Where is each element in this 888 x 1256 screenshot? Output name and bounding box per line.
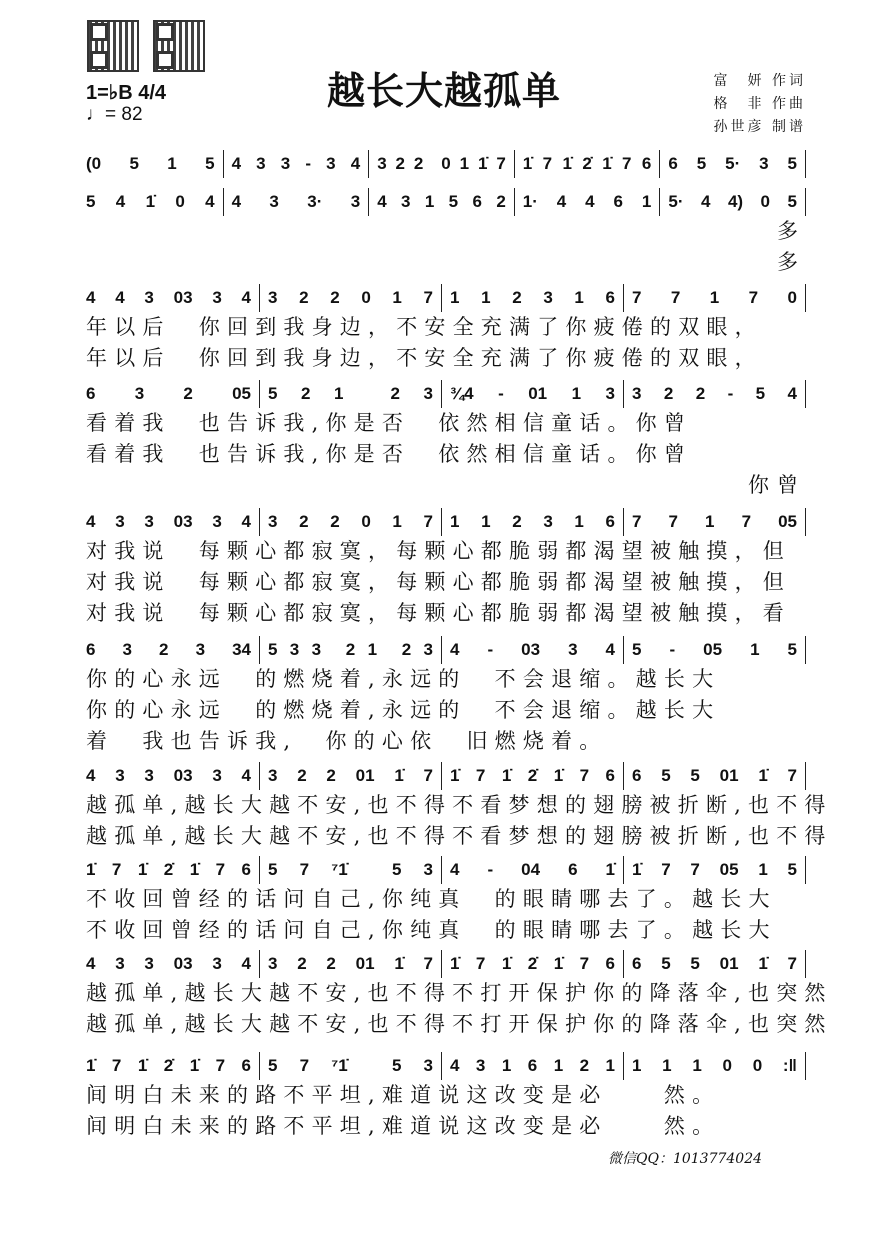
key-signature: 1=♭B 4/4 [86, 82, 167, 104]
measure: 4 3 3· 3 [224, 188, 370, 216]
measure: 4 3 3 - 3 4 [224, 150, 370, 178]
measure: 3 2 2 0 1 1̇ 7 [369, 150, 515, 178]
measure: 4 - 03 3 4 [442, 636, 624, 664]
measure: 4 3 3 03 3 4 [86, 950, 260, 978]
notation-row [86, 508, 806, 536]
song-title: 越长大越孤单 [326, 68, 561, 113]
notation-row [86, 380, 806, 408]
measure: 5 - 05 1 5 [624, 636, 806, 664]
lyric-line: 看着我 也告诉我,你是否 依然相信童话。你曾 [86, 442, 693, 466]
measure: 1̇ 7 7 05 1 5 [624, 856, 806, 884]
music-system [86, 508, 806, 629]
measure: 6 3 2 05 [86, 380, 260, 408]
music-system [86, 188, 806, 278]
tempo-marking: ♩= 82 [86, 104, 143, 125]
notation-row [86, 150, 806, 178]
measure: 7 7 1 7 05 [624, 508, 806, 536]
lyric-line: 对我说 每颗心都寂寞，每颗心都脆弱都渴望被触摸，但 [86, 539, 791, 563]
lyric-line: 不收回曾经的话问自己,你纯真 的眼睛哪去了。越长大 [86, 887, 777, 911]
lyric-line: 越孤单,越长大越不安,也不得不打开保护你的降落伞,也突然 [86, 981, 833, 1005]
lyric-line: 间明白未来的路不平坦,难道说这改变是必 然。 [86, 1083, 721, 1107]
measure: 5 3 3 2 1 2 3 [260, 636, 442, 664]
lyric-line: 对我说 每颗心都寂寞，每颗心都脆弱都渴望被触摸，看 [86, 601, 791, 625]
measure: 1 1 2 3 1 6 [442, 284, 624, 312]
measure: 4 - 04 6 1̇ [442, 856, 624, 884]
notation-row [86, 950, 806, 978]
measure: 5 7 ⁷1̇ 5 3 [260, 856, 442, 884]
measure: 3 2 2 01 1̇ 7 [260, 950, 442, 978]
measure: 1̇ 7 1̇ 2̇ 1̇ 7 6 [442, 762, 624, 790]
notation-row [86, 636, 806, 664]
lyric-line: 不收回曾经的话问自己,你纯真 的眼睛哪去了。越长大 [86, 918, 777, 942]
measure: 1̇ 7 1̇ 2̇ 1̇ 7 6 [515, 150, 661, 178]
measure: 1̇ 7 1̇ 2̇ 1̇ 7 6 [442, 950, 624, 978]
measure: 1 1 2 3 1 6 [442, 508, 624, 536]
measure: 5 4 1̇ 0 4 [86, 188, 224, 216]
measure: 3 2 2 0 1 7 [260, 284, 442, 312]
music-system [86, 1052, 806, 1142]
music-system [86, 762, 833, 852]
measure: 4 3 3 03 3 4 [86, 762, 260, 790]
lyric-line: 越孤单,越长大越不安,也不得不看梦想的翅膀被折断,也不得 [86, 824, 833, 848]
lyric-line: 越孤单,越长大越不安,也不得不看梦想的翅膀被折断,也不得 [86, 793, 833, 817]
measure: 6 3 2 3 34 [86, 636, 260, 664]
measure: 6 5 5 01 1̇ 7 [624, 762, 806, 790]
notation-row [86, 856, 806, 884]
lyric-line: 多 [777, 250, 806, 274]
lyric-line: 着 我也告诉我, 你的心依 旧燃烧着。 [86, 729, 608, 753]
notation-row [86, 188, 806, 216]
measure: ¾4 - 01 1 3 [442, 380, 624, 408]
measure: 3 2 2 - 5 4 [624, 380, 806, 408]
notation-row [86, 762, 806, 790]
music-system [86, 284, 806, 374]
lyric-line: 年以后 你回到我身边，不安全充满了你疲倦的双眼， [86, 346, 763, 370]
lyric-line: 多 [777, 219, 806, 243]
lyric-line: 看着我 也告诉我,你是否 依然相信童话。你曾 [86, 411, 693, 435]
lyric-line: 你的心永远 的燃烧着,永远的 不会退缩。越长大 [86, 698, 721, 722]
measure: 1̇ 7 1̇ 2̇ 1̇ 7 6 [86, 1052, 260, 1080]
credits [714, 70, 806, 139]
measure: 1 1 1 0 0 :‖ [624, 1052, 806, 1080]
measure: 4 4 3 03 3 4 [86, 284, 260, 312]
measure: 7 7 1 7 0 [624, 284, 806, 312]
music-system [86, 950, 833, 1040]
measure: 6 5 5 01 1̇ 7 [624, 950, 806, 978]
lyric-line: 间明白未来的路不平坦,难道说这改变是必 然。 [86, 1114, 721, 1138]
arranger-credit: 孙世彦 制谱 [713, 119, 806, 135]
music-system [86, 380, 806, 501]
measure: (0 5 1 5 [86, 150, 224, 178]
measure: 6 5 5· 3 5 [660, 150, 806, 178]
measure: 4 3 1 6 1 2 1 [442, 1052, 624, 1080]
measure: 5 2 1 2 3 [260, 380, 442, 408]
lyric-line: 你曾 [748, 473, 806, 497]
measure: 5· 4 4) 0 5 [660, 188, 806, 216]
measure: 4 3 3 03 3 4 [86, 508, 260, 536]
measure: 1̇ 7 1̇ 2̇ 1̇ 7 6 [86, 856, 260, 884]
measure: 1· 4 4 6 1 [515, 188, 661, 216]
lyric-line: 年以后 你回到我身边，不安全充满了你疲倦的双眼， [86, 315, 763, 339]
music-system [86, 856, 806, 946]
composer-credit: 格 非 作曲 [713, 96, 806, 112]
notation-row [86, 1052, 806, 1080]
measure: 3 2 2 0 1 7 [260, 508, 442, 536]
contact-footer: 微信QQ：1013774024 [608, 1151, 763, 1167]
music-system [86, 150, 806, 178]
lyricist-credit: 富 妍 作词 [713, 73, 806, 89]
notation-row [86, 284, 806, 312]
lyric-line: 你的心永远 的燃烧着,永远的 不会退缩。越长大 [86, 667, 721, 691]
lyric-line: 越孤单,越长大越不安,也不得不打开保护你的降落伞,也突然 [86, 1012, 833, 1036]
measure: 3 2 2 01 1̇ 7 [260, 762, 442, 790]
lyric-line: 对我说 每颗心都寂寞，每颗心都脆弱都渴望被触摸，但 [86, 570, 791, 594]
measure: 5 7 ⁷1̇ 5 3 [260, 1052, 442, 1080]
music-system [86, 636, 806, 757]
measure: 4 3 1 5 6 2 [369, 188, 515, 216]
